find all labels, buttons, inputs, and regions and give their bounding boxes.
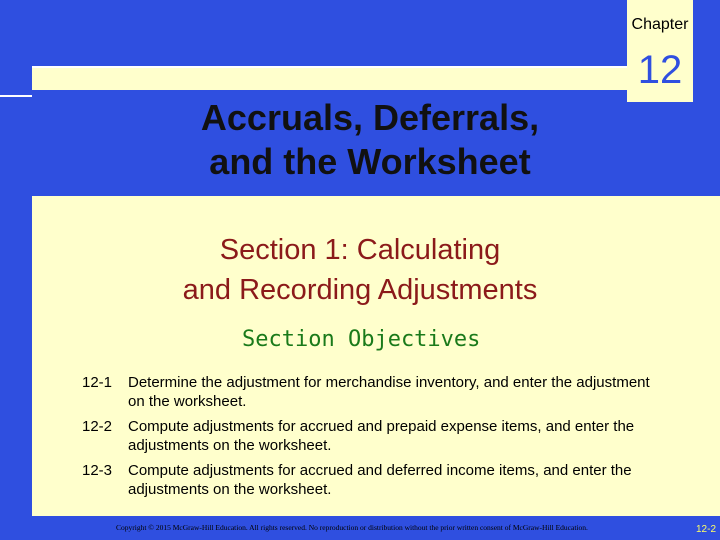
objective-text: Compute adjustments for accrued and prepaid expense items, and enter the adjustments on the worksheet. <box>128 418 635 454</box>
slide-title-line-1: Accruals, Deferrals, <box>200 97 540 138</box>
objective-item <box>82 417 662 455</box>
cream-strip <box>32 68 627 90</box>
divider-line <box>32 66 627 68</box>
page-number: 12-2 <box>695 524 716 535</box>
divider-line-left <box>0 95 32 97</box>
chapter-badge <box>627 0 693 102</box>
objective-item <box>82 373 662 411</box>
objective-number: 12-2 <box>82 418 113 435</box>
section-title-line-1: Section 1: Calculating <box>219 234 501 266</box>
section-title <box>100 230 620 310</box>
objectives-heading: Section Objectives <box>242 327 481 352</box>
chapter-number: 12 <box>637 48 683 92</box>
objective-text: Determine the adjustment for merchandise inventory, and enter the adjustment on the worksheet. <box>128 374 650 410</box>
objective-number: 12-3 <box>82 462 113 479</box>
copyright-notice: Copyright © 2015 McGraw-Hill Education. All rights reserved. No reproduction or distribution without the prior written consent of McGraw-Hill Education. <box>116 523 588 532</box>
section-title-line-2: and Recording Adjustments <box>182 274 538 306</box>
chapter-label: Chapter <box>631 16 689 33</box>
objective-number: 12-1 <box>82 374 113 391</box>
slide-title <box>150 96 590 184</box>
slide-title-line-2: and the Worksheet <box>209 141 531 182</box>
left-bar <box>0 0 32 540</box>
objectives-list <box>82 373 662 505</box>
objective-item <box>82 461 662 499</box>
objective-text: Compute adjustments for accrued and deferred income items, and enter the adjustments on the worksheet. <box>128 462 632 498</box>
